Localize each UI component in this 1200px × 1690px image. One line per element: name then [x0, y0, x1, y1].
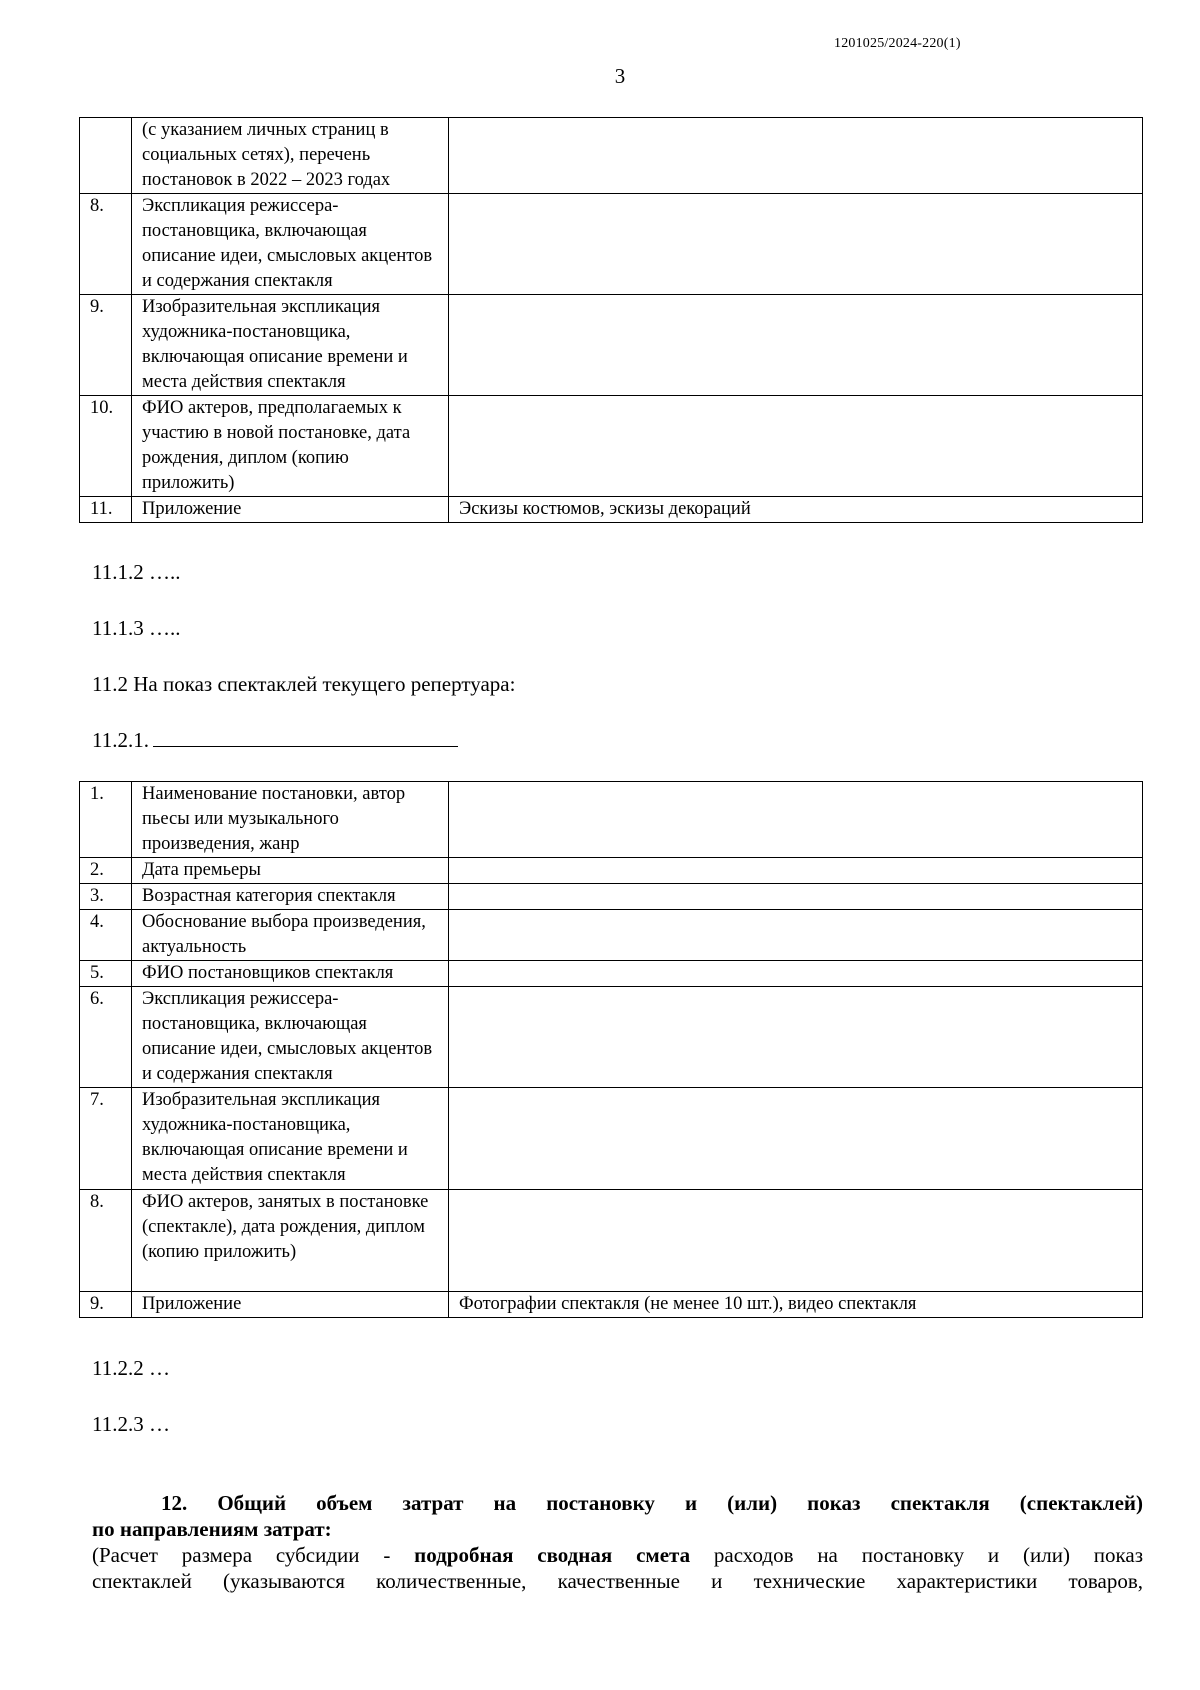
- row-label: ФИО постановщиков спектакля: [132, 961, 449, 987]
- row-label: Приложение: [132, 497, 449, 523]
- table-row: [80, 1088, 1143, 1190]
- row-number: 8.: [80, 194, 132, 295]
- row-value: [449, 782, 1143, 858]
- item-11-2-heading: 11.2 На показ спектаклей текущего репертуара:: [92, 672, 516, 696]
- row-number: 4.: [80, 910, 132, 961]
- row-number: [80, 118, 132, 194]
- section-12-title: 12. Общий объем затрат на постановку и (или) показ спектакля (спектаклей): [161, 1491, 1143, 1515]
- row-number: 9.: [80, 295, 132, 396]
- row-label: (с указанием личных страниц в социальных сетях), перечень постановок в 2022 – 2023 годах: [132, 118, 449, 194]
- section-12-body-line-2: спектаклей (указываются количественные, качественные и технические характеристики товаров,: [92, 1569, 1143, 1593]
- row-number: 3.: [80, 884, 132, 910]
- item-11-2-2: 11.2.2 …: [92, 1356, 170, 1380]
- table-row: [80, 782, 1143, 858]
- row-number: 2.: [80, 858, 132, 884]
- row-value: Фотографии спектакля (не менее 10 шт.), видео спектакля: [449, 1292, 1143, 1318]
- row-number: 7.: [80, 1088, 132, 1190]
- section-12-body-line-1: [92, 1542, 1143, 1568]
- row-label: ФИО актеров, занятых в постановке (спектакле), дата рождения, диплом (копию приложить): [132, 1190, 449, 1292]
- item-11-2-1-label: 11.2.1.: [92, 728, 149, 752]
- table-row: [80, 961, 1143, 987]
- table-row: [80, 295, 1143, 396]
- row-number: 5.: [80, 961, 132, 987]
- body-text: (Расчет размера субсидии -: [92, 1543, 415, 1567]
- item-11-2-3: 11.2.3 …: [92, 1412, 170, 1436]
- row-value: [449, 884, 1143, 910]
- row-value: [449, 961, 1143, 987]
- table-row: [80, 858, 1143, 884]
- row-value: [449, 1190, 1143, 1292]
- row-label: Дата премьеры: [132, 858, 449, 884]
- table-row: [80, 884, 1143, 910]
- table-row: [80, 1292, 1143, 1318]
- body-text: расходов на постановку и (или) показ: [690, 1543, 1143, 1567]
- row-value: [449, 194, 1143, 295]
- section-12-subtitle: по направлениям затрат:: [92, 1517, 332, 1541]
- row-value: [449, 858, 1143, 884]
- table-row: [80, 396, 1143, 497]
- row-label: Экспликация режиссера-постановщика, включающая описание идеи, смысловых акцентов и содержания спектакля: [132, 194, 449, 295]
- table-row: [80, 497, 1143, 523]
- row-value: [449, 396, 1143, 497]
- table-current-repertoire: [79, 781, 1143, 1318]
- row-label: Изобразительная экспликация художника-постановщика, включающая описание времени и места действия спектакля: [132, 295, 449, 396]
- fill-in-blank: [153, 728, 458, 747]
- table-row: [80, 1190, 1143, 1292]
- document-id: 1201025/2024-220(1): [834, 36, 961, 51]
- row-value: [449, 118, 1143, 194]
- row-value: [449, 295, 1143, 396]
- row-label: Обоснование выбора произведения, актуальность: [132, 910, 449, 961]
- row-number: 8.: [80, 1190, 132, 1292]
- row-label: Возрастная категория спектакля: [132, 884, 449, 910]
- body-emphasis: подробная сводная смета: [414, 1543, 691, 1567]
- table-row: [80, 910, 1143, 961]
- item-11-1-2: 11.1.2 …..: [92, 560, 181, 584]
- row-value: [449, 910, 1143, 961]
- section-12: [92, 1490, 1143, 1594]
- item-11-1-3: 11.1.3 …..: [92, 616, 181, 640]
- row-label: Экспликация режиссера-постановщика, включающая описание идеи, смысловых акцентов и содержания спектакля: [132, 987, 449, 1088]
- item-11-2-1: [92, 728, 458, 753]
- row-number: 6.: [80, 987, 132, 1088]
- row-label: ФИО актеров, предполагаемых к участию в новой постановке, дата рождения, диплом (копию приложить): [132, 396, 449, 497]
- row-value: Эскизы костюмов, эскизы декораций: [449, 497, 1143, 523]
- table-row: [80, 987, 1143, 1088]
- table-new-production: [79, 117, 1143, 523]
- row-number: 11.: [80, 497, 132, 523]
- row-number: 9.: [80, 1292, 132, 1318]
- row-label: Наименование постановки, автор пьесы или музыкального произведения, жанр: [132, 782, 449, 858]
- row-label: Приложение: [132, 1292, 449, 1318]
- row-number: 10.: [80, 396, 132, 497]
- table-row: [80, 194, 1143, 295]
- row-value: [449, 1088, 1143, 1190]
- table-row: [80, 118, 1143, 194]
- row-value: [449, 987, 1143, 1088]
- row-number: 1.: [80, 782, 132, 858]
- page-number: 3: [614, 64, 626, 88]
- row-label: Изобразительная экспликация художника-постановщика, включающая описание времени и места действия спектакля: [132, 1088, 449, 1190]
